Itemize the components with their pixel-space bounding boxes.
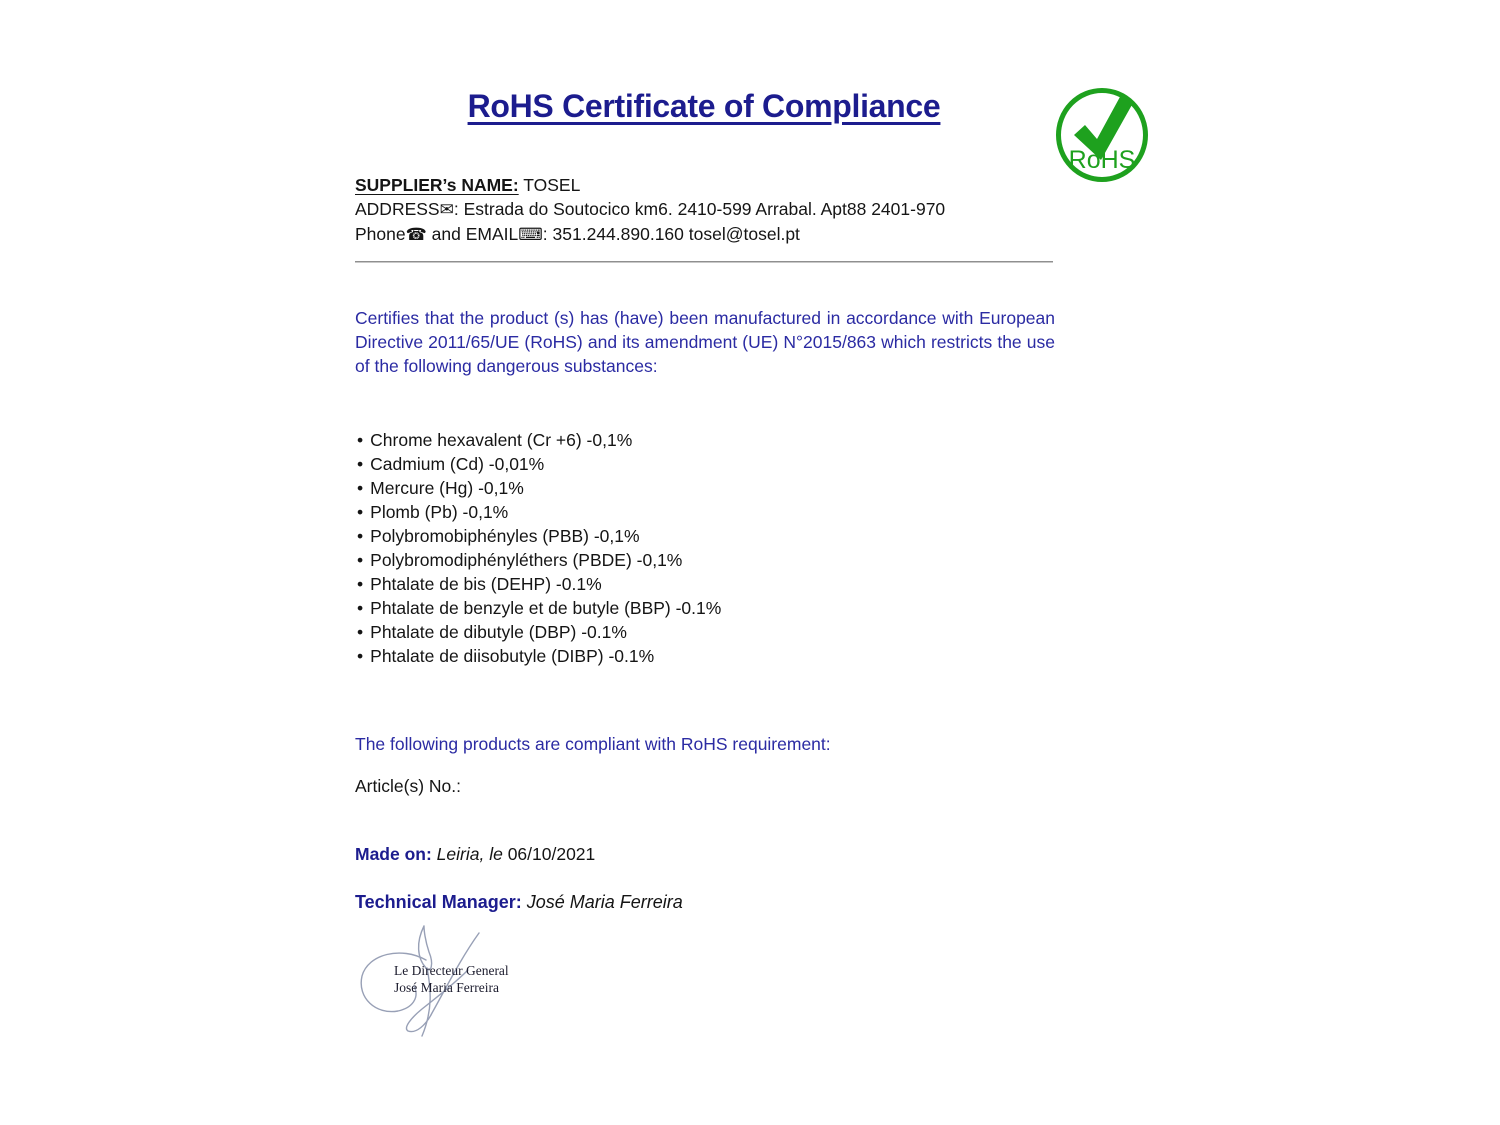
supplier-block — [355, 173, 1055, 247]
substance-item — [357, 620, 1057, 644]
substance-text: Phtalate de dibutyle (DBP) -0.1% — [370, 622, 627, 642]
made-on-line — [355, 844, 1055, 865]
substance-item — [357, 548, 1057, 572]
substance-text: Phtalate de bis (DEHP) -0.1% — [370, 574, 602, 594]
substance-text: Mercure (Hg) -0,1% — [370, 478, 524, 498]
substance-item — [357, 596, 1057, 620]
signature-area — [356, 918, 531, 1048]
substance-item — [357, 500, 1057, 524]
technical-manager-name: José Maria Ferreira — [521, 892, 683, 912]
substance-item — [357, 644, 1057, 668]
signature-name: José Maria Ferreira — [394, 980, 499, 995]
substance-item — [357, 476, 1057, 500]
contact-value: : 351.244.890.160 tosel@tosel.pt — [542, 224, 800, 244]
made-on-place: Leiria, le — [431, 844, 503, 864]
supplier-contact-line — [355, 222, 1055, 247]
supplier-name-line — [355, 173, 1055, 197]
computer-icon: ⌨ — [518, 225, 543, 244]
divider-line — [355, 261, 1053, 263]
phone-label: Phone — [355, 224, 406, 244]
technical-manager-label: Technical Manager: — [355, 892, 522, 912]
substance-item — [357, 572, 1057, 596]
substance-text: Phtalate de diisobutyle (DIBP) -0.1% — [370, 646, 655, 666]
supplier-name-value: TOSEL — [523, 175, 581, 195]
rohs-logo — [1054, 86, 1152, 188]
certification-statement: Certifies that the product (s) has (have) been manufactured in accordance with European Directive 2011/65/UE (RoHS) and its amendment (UE) N°2015/863 which restricts the use of the following dangerous substances: — [355, 308, 1055, 376]
made-on-date: 06/10/2021 — [502, 844, 596, 864]
substance-item — [357, 428, 1057, 452]
substance-item — [357, 524, 1057, 548]
address-value: : Estrada do Soutocico km6. 2410-599 Arrabal. Apt88 2401-970 — [453, 199, 946, 219]
page-title: RoHS Certificate of Compliance — [467, 88, 941, 124]
logo-label: RoHS — [1068, 146, 1136, 174]
substance-item — [357, 452, 1057, 476]
substance-text: Chrome hexavalent (Cr +6) -0,1% — [370, 430, 633, 450]
signature-caption — [394, 962, 509, 996]
substance-text: Phtalate de benzyle et de butyle (BBP) -0.1% — [370, 598, 722, 618]
substance-text: Cadmium (Cd) -0,01% — [370, 454, 545, 474]
signature-title: Le Directeur General — [394, 963, 509, 978]
address-label: ADDRESS — [355, 199, 440, 219]
articles-label: Article(s) No.: — [355, 776, 461, 796]
substance-text: Polybromodiphényléthers (PBDE) -0,1% — [370, 550, 683, 570]
substance-text: Plomb (Pb) -0,1% — [370, 502, 509, 522]
rohs-logo-graphic — [1054, 86, 1152, 188]
envelope-icon: ✉ — [439, 200, 454, 219]
phone-icon: ☎ — [405, 225, 427, 244]
supplier-name-label: SUPPLIER’s NAME: — [355, 175, 519, 195]
compliance-note: The following products are compliant with RoHS requirement: — [355, 734, 831, 754]
made-on-label: Made on: — [355, 844, 432, 864]
email-label: and EMAIL — [426, 224, 519, 244]
supplier-address-line — [355, 197, 1055, 222]
substances-list — [357, 428, 1057, 668]
technical-manager-line — [355, 892, 1055, 913]
substance-text: Polybromobiphényles (PBB) -0,1% — [370, 526, 640, 546]
